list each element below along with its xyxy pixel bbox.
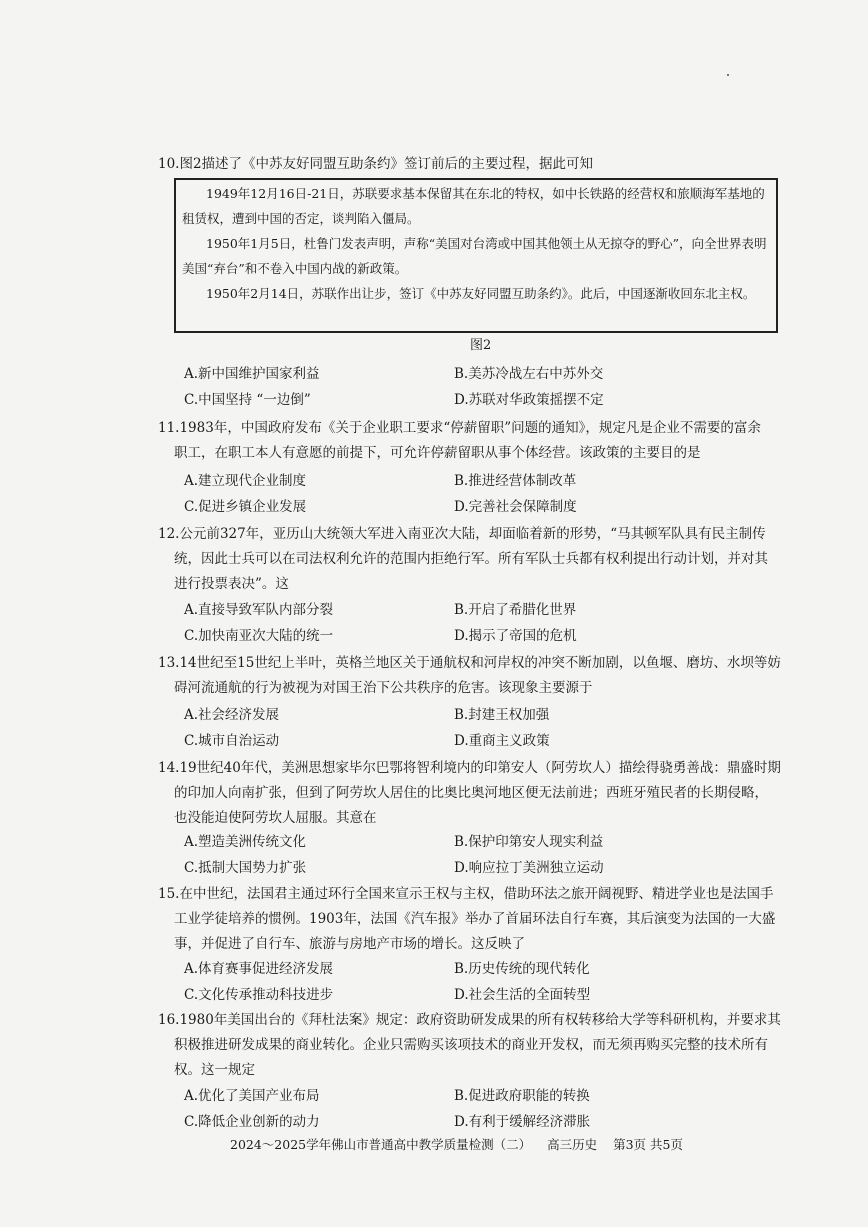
question-12-options xyxy=(184,597,784,649)
option-a: A.建立现代企业制度 xyxy=(184,473,307,489)
option-d: D.完善社会保障制度 xyxy=(454,499,577,515)
question-11-line-2: 职工，在职工本人有意愿的前提下，可允许停薪留职从事个体经营。该政策的主要目的是 xyxy=(174,445,701,461)
question-14-line-3: 也没能迫使阿劳坎人屈服。其意在 xyxy=(174,810,377,826)
option-a: A.新中国维护国家利益 xyxy=(184,366,320,382)
option-d: D.揭示了帝国的危机 xyxy=(454,628,577,644)
option-d: D.苏联对华政策摇摆不定 xyxy=(454,392,604,408)
option-b: B.美苏冷战左右中苏外交 xyxy=(454,366,604,382)
question-15-line-2: 工业学徒培养的惯例。1903年，法国《汽车报》举办了首届环法自行车赛，其后演变为法国的一大盛 xyxy=(174,911,776,927)
option-c: C.中国坚持 “一边倒” xyxy=(184,392,311,408)
question-14-stem xyxy=(158,756,808,831)
scan-speck xyxy=(727,74,729,76)
option-d: D.重商主义政策 xyxy=(454,733,550,749)
figure-2-box xyxy=(174,178,778,333)
page-number: 第3页 共5页 xyxy=(613,1137,683,1152)
question-15-line-1: 15.在中世纪，法国君主通过环行全国来宣示王权与主权，借助环法之旅开阔视野、精进学业也是法国手 xyxy=(158,886,774,902)
figure-2-paragraph-1: 1949年12月16日-21日，苏联要求基本保留其在东北的特权，如中长铁路的经营权和旅顺海军基地的租赁权，遭到中国的否定，谈判陷入僵局。 xyxy=(182,186,765,226)
option-c: C.加快南亚次大陆的统一 xyxy=(184,628,334,644)
option-c: C.文化传承推动科技进步 xyxy=(184,987,334,1003)
option-b: B.历史传统的现代转化 xyxy=(454,961,590,977)
question-13-line-1: 13.14世纪至15世纪上半叶，英格兰地区关于通航权和河岸权的冲突不断加剧，以鱼堰、磨坊、水坝等妨 xyxy=(158,655,781,671)
question-16-stem xyxy=(158,1008,808,1083)
question-11-options xyxy=(184,468,784,520)
option-b: B.促进政府职能的转换 xyxy=(454,1088,590,1104)
option-d: D.社会生活的全面转型 xyxy=(454,987,591,1003)
option-a: A.社会经济发展 xyxy=(184,707,280,723)
question-15-stem xyxy=(158,882,808,957)
question-16-line-3: 权。这一规定 xyxy=(174,1062,255,1078)
option-a: A.直接导致军队内部分裂 xyxy=(184,602,334,618)
question-10-text: 10.图2描述了《中苏友好同盟互助条约》签订前后的主要过程，据此可知 xyxy=(158,156,594,172)
page-footer xyxy=(230,1135,710,1153)
question-12-line-2: 统，因此士兵可以在司法权利允许的范围内拒绝行军。所有军队士兵都有权利提出行动计划，并对其 xyxy=(174,551,768,567)
exam-name: 2024～2025学年佛山市普通高中教学质量检测（二） xyxy=(230,1137,532,1152)
figure-2-paragraph-2: 1950年1月5日，杜鲁门发表声明，声称“美国对台湾或中国其他领土从无掠夺的野心”，向全世界表明美国“弃台”和不卷入中国内战的新政策。 xyxy=(182,236,767,276)
option-d: D.有利于缓解经济滞胀 xyxy=(454,1114,591,1130)
option-d: D.响应拉丁美洲独立运动 xyxy=(454,860,604,876)
option-b: B.保护印第安人现实利益 xyxy=(454,834,604,850)
option-c: C.城市自治运动 xyxy=(184,733,280,749)
question-14-options xyxy=(184,829,784,881)
option-c: C.促进乡镇企业发展 xyxy=(184,499,307,515)
question-16-options xyxy=(184,1083,784,1135)
option-b: B.开启了希腊化世界 xyxy=(454,602,577,618)
figure-2-paragraph-3: 1950年2月14日，苏联作出让步，签订《中苏友好同盟互助条约》。此后，中国逐渐收回东北主权。 xyxy=(206,286,756,301)
option-a: A.塑造美洲传统文化 xyxy=(184,834,307,850)
question-14-line-2: 的印加人向南扩张，但到了阿劳坎人居住的比奥比奥河地区便无法前进；西班牙殖民者的长期侵略， xyxy=(174,785,768,801)
question-13-line-2: 碍河流通航的行为被视为对国王治下公共秩序的危害。该现象主要源于 xyxy=(174,680,593,696)
subject-name: 高三历史 xyxy=(547,1137,598,1152)
question-11-line-1: 11.1983年，中国政府发布《关于企业职工要求“停薪留职”问题的通知》，规定凡是企业不需要的富余 xyxy=(158,420,761,436)
question-12-line-1: 12.公元前327年，亚历山大统领大军进入南亚次大陆，却面临着新的形势，“马其顿军队具有民主制传 xyxy=(158,526,766,542)
question-12-line-3: 进行投票表决”。这 xyxy=(174,576,289,592)
question-16-line-2: 积极推进研发成果的商业转化。企业只需购买该项技术的商业开发权，而无须再购买完整的技术所有 xyxy=(174,1037,768,1053)
question-15-line-3: 事，并促进了自行车、旅游与房地产市场的增长。这反映了 xyxy=(174,936,525,952)
option-a: A.体育赛事促进经济发展 xyxy=(184,961,334,977)
question-11-stem xyxy=(158,416,808,466)
option-c: C.抵制大国势力扩张 xyxy=(184,860,307,876)
option-b: B.封建王权加强 xyxy=(454,707,550,723)
question-10-options xyxy=(184,361,784,413)
question-12-stem xyxy=(158,522,808,597)
question-14-line-1: 14.19世纪40年代，美洲思想家毕尔巴鄂将智利境内的印第安人（阿劳坎人）描绘得骁勇善战：鼎盛时期 xyxy=(158,760,781,776)
question-15-options xyxy=(184,956,784,1008)
option-c: C.降低企业创新的动力 xyxy=(184,1114,320,1130)
question-16-line-1: 16.1980年美国出台的《拜杜法案》规定：政府资助研发成果的所有权转移给大学等科研机构，并要求其 xyxy=(158,1012,781,1028)
figure-2-label: 图2 xyxy=(470,338,492,353)
question-13-options xyxy=(184,702,784,754)
question-10-stem xyxy=(158,152,808,177)
option-a: A.优化了美国产业布局 xyxy=(184,1088,320,1104)
option-b: B.推进经营体制改革 xyxy=(454,473,577,489)
question-13-stem xyxy=(158,651,808,701)
